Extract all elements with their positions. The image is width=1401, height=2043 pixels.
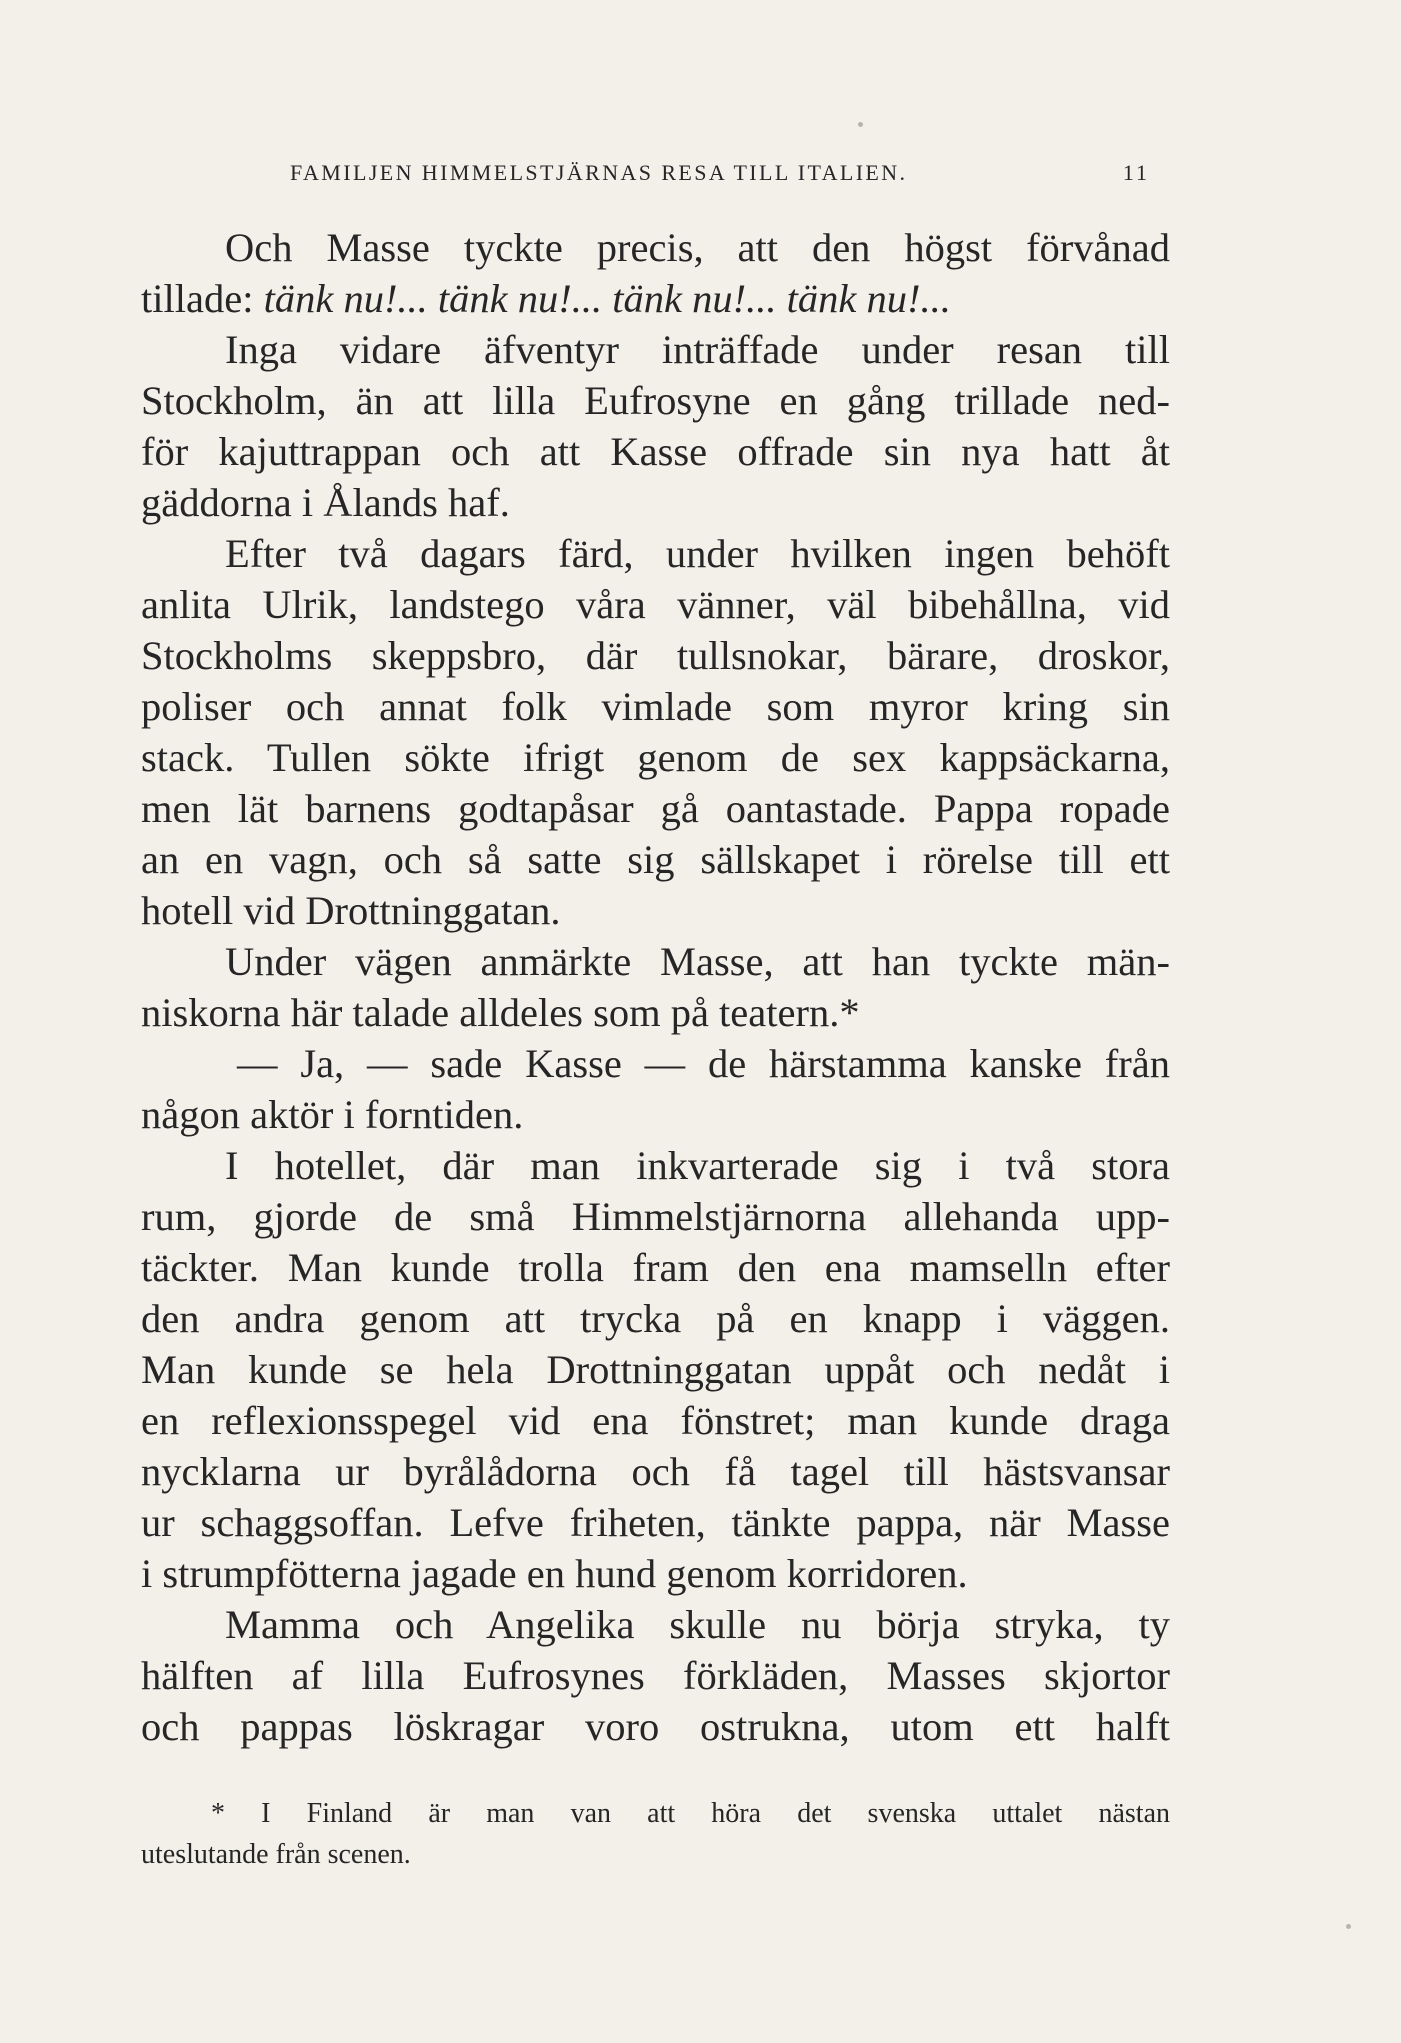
text-line: Och Masse tyckte precis, att den högst förvånad <box>225 225 1170 270</box>
running-head <box>290 160 1250 186</box>
text-line: Stockholm, än att lilla Eufrosyne en gång trillade ned- <box>141 378 1170 423</box>
text-line: ur schaggsoffan. Lefve friheten, tänkte pappa, när Masse <box>141 1500 1170 1545</box>
text-line: poliser och annat folk vimlade som myror kring sin <box>141 684 1170 729</box>
footnote-line: uteslutande från scenen. <box>141 1839 411 1870</box>
text-line: an en vagn, och så satte sig sällskapet i rörelse till ett <box>141 837 1170 882</box>
text-line: tillade: tänk nu!... tänk nu!... tänk nu!... tänk nu!... <box>141 276 951 321</box>
text-line: rum, gjorde de små Himmelstjärnorna allehanda upp- <box>141 1194 1170 1239</box>
text-line: Under vägen anmärkte Masse, att han tyckte män- <box>225 939 1170 984</box>
text-line: hotell vid Drottninggatan. <box>141 888 561 933</box>
text-line: gäddorna i Ålands haf. <box>141 480 510 525</box>
text-line: Mamma och Angelika skulle nu börja stryka, ty <box>225 1602 1170 1647</box>
text-line: — Ja, — sade Kasse — de härstamma kanske från <box>237 1041 1170 1086</box>
text-line: nycklarna ur byrålådorna och få tagel till hästsvansar <box>141 1449 1170 1494</box>
text-line: och pappas löskragar voro ostrukna, utom ett halft <box>141 1704 1170 1749</box>
text-line: en reflexionsspegel vid ena fönstret; man kunde draga <box>141 1398 1170 1443</box>
text-line: för kajuttrappan och att Kasse offrade sin nya hatt åt <box>141 429 1170 474</box>
text-line: stack. Tullen sökte ifrigt genom de sex kappsäckarna, <box>141 735 1170 780</box>
print-speck <box>858 122 863 127</box>
text-line: men lät barnens godtapåsar gå oantastade. Pappa ropade <box>141 786 1170 831</box>
text-line: täckter. Man kunde trolla fram den ena mamselln efter <box>141 1245 1170 1290</box>
emphasis-text: tänk nu!... tänk nu!... tänk nu!... tänk nu!... <box>263 276 951 321</box>
text-line: Efter två dagars färd, under hvilken ingen behöft <box>225 531 1170 576</box>
footnote-line: * I Finland är man van att höra det svenska uttalet nästan <box>211 1798 1170 1829</box>
text-line: någon aktör i forntiden. <box>141 1092 524 1137</box>
text-line: anlita Ulrik, landstego våra vänner, väl bibehållna, vid <box>141 582 1170 627</box>
body-text <box>141 222 1170 1752</box>
text-line: hälften af lilla Eufrosynes förkläden, Masses skjortor <box>141 1653 1170 1698</box>
text-line: Inga vidare äfventyr inträffade under resan till <box>225 327 1170 372</box>
text-line: i strumpfötterna jagade en hund genom korridoren. <box>141 1551 968 1596</box>
running-head-title: FAMILJEN HIMMELSTJÄRNAS RESA TILL ITALIEN. <box>290 160 908 185</box>
text-line: Man kunde se hela Drottninggatan uppåt och nedåt i <box>141 1347 1170 1392</box>
text-line: I hotellet, där man inkvarterade sig i två stora <box>225 1143 1170 1188</box>
text-line: niskorna här talade alldeles som på teatern.* <box>141 990 860 1035</box>
text-line: den andra genom att trycka på en knapp i väggen. <box>141 1296 1170 1341</box>
footnote <box>141 1793 1170 1875</box>
page-number: 11 <box>1122 160 1150 185</box>
text-line: Stockholms skeppsbro, där tullsnokar, bärare, droskor, <box>141 633 1170 678</box>
print-speck <box>1346 1924 1351 1929</box>
